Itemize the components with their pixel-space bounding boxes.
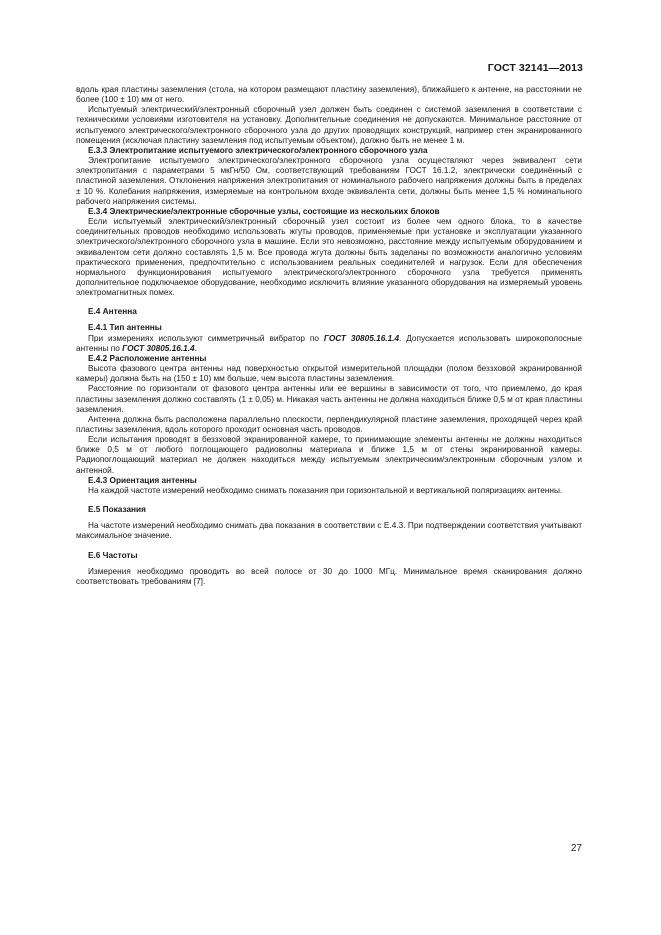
heading-e6: Е.6 Частоты	[88, 550, 138, 560]
page-number: 27	[570, 843, 582, 854]
paragraph-antenna-distance: Расстояние по горизонтали от фазового центра антенны или ее вершины в зависимости от того, что приемлемо, до края пластины заземления должно составлять (1 ± 0,05) м. Никакая часть антенны не должна находиться ближе 0,5 м от края пластины заземления.	[76, 384, 582, 414]
heading-e4-3: Е.4.3 Ориентация антенны	[88, 475, 197, 485]
heading-e5: Е.5 Показания	[88, 505, 146, 515]
paragraph-antenna-parallel: Антенна должна быть расположена параллельно плоскости, перпендикулярной пластине заземления, проходящей через край пластины заземления, вдоль которого проходит основная часть проводов.	[76, 414, 582, 434]
paragraph-continuation: вдоль края пластины заземления (стола, на котором размещают пластину заземления), ближайшего к антенне, на расстоянии не более (100 ± 10) мм от него.	[76, 85, 582, 105]
paragraph-readings: На частоте измерений необходимо снимать два показания в соответствии с Е.4.3. При подтверждении соответствия учитывают максимальное значение.	[76, 521, 582, 541]
text-run: .	[194, 343, 197, 353]
paragraph-antenna-type	[76, 334, 582, 354]
paragraph-multi-block: Если испытуемый электрический/электронный сборочный узел состоит из более чем одного блока, то в качестве соединительных проводов необходимо использовать жгуты проводов, применяемые при установке и эксплуатации указанного электрического/электронного сборочного узла в машине. Если это невозможно, расстояние между испытуемым оборудованием и эквивалентом сети должно составлять 1,5 м. Все провода жгута должны быть заделаны по возможности аналогично условиям практического применения, предпочтительно с использованием реальных соединителей и нагрузок. Если для обеспечения нормального функционирования испытуемого электрического/электронного сборочного узла требуется применять дополнительное подключаемое оборудование, необходимо исключить влияние указанного оборудования на измеряемый уровень электромагнитных помех.	[76, 217, 582, 298]
heading-e4-1: Е.4.1 Тип антенны	[88, 323, 162, 333]
heading-e3-3: Е.3.3 Электропитание испытуемого электрического/электронного сборочного узла	[88, 145, 428, 155]
paragraph-grounding: Испытуемый электрический/электронный сборочный узел должен быть соединен с системой заземления в соответствии с техническими условиями изготовителя на установку. Дополнительные соединения не допускаются. Минимальное расстояние от испытуемого электрического/электронного сборочного узла до других проводящих конструкций, например стен экранированного помещения (исключая пластину заземления под испытуемым объектом), должно быть не менее 1 м.	[76, 105, 582, 145]
text-run: При измерениях используют симметричный вибратор по	[88, 333, 324, 343]
document-header: ГОСТ 32141—2013	[487, 62, 583, 74]
paragraph-antenna-height: Высота фазового центра антенны над поверхностью открытой измерительной площадки (полом беззховой экранированной камеры) должна быть на (150 ± 10) мм больше, чем высота пластины заземления.	[76, 364, 582, 384]
paragraph-frequencies: Измерения необходимо проводить во всей полосе от 30 до 1000 МГц. Минимальное время сканирования должно соответствовать требованиям [7].	[76, 566, 582, 586]
heading-e4-2: Е.4.2 Расположение антенны	[88, 353, 207, 363]
standard-reference: ГОСТ 30805.16.1.4	[323, 333, 400, 343]
document-body	[76, 85, 582, 587]
paragraph-anechoic-chamber: Если испытания проводят в беззховой экранированной камере, то принимающие элементы антенны не должны находиться ближе 0,5 м от любого поглощающего радиоволны материала и ближе 1,5 м от стены экранированной камеры. Радиопоглощающий материал не должен находиться между испытуемым электрическим/электронным сборочным узлом и антенной.	[76, 435, 582, 475]
heading-e4: Е.4 Антенна	[88, 307, 137, 317]
standard-reference: ГОСТ 30805.16.1.4	[122, 343, 195, 353]
paragraph-power-supply: Электропитание испытуемого электрического/электронного сборочного узла осуществляют через эквивалент сети электропитания с параметрами 5 мкГн/50 Ом, соответствующий требованиям ГОСТ 16.1.2, электрически соединённый с пластиной заземления. Отклонения напряжения электропитания от номинального рабочего напряжения должны быть в пределах ± 10 %. Колебания напряжения, измеряемые на контрольном входе эквивалента сети, должны быть менее 1,5 % номинального рабочего напряжения системы.	[76, 156, 582, 206]
heading-e3-4: Е.3.4 Электрические/электронные сборочные узлы, состоящие из нескольких блоков	[88, 206, 440, 216]
paragraph-antenna-orientation: На каждой частоте измерений необходимо снимать показания при горизонтальной и вертикальной поляризациях антенны.	[88, 485, 563, 495]
text-run: . Допускается использовать широкополосные антенны по	[76, 333, 582, 353]
